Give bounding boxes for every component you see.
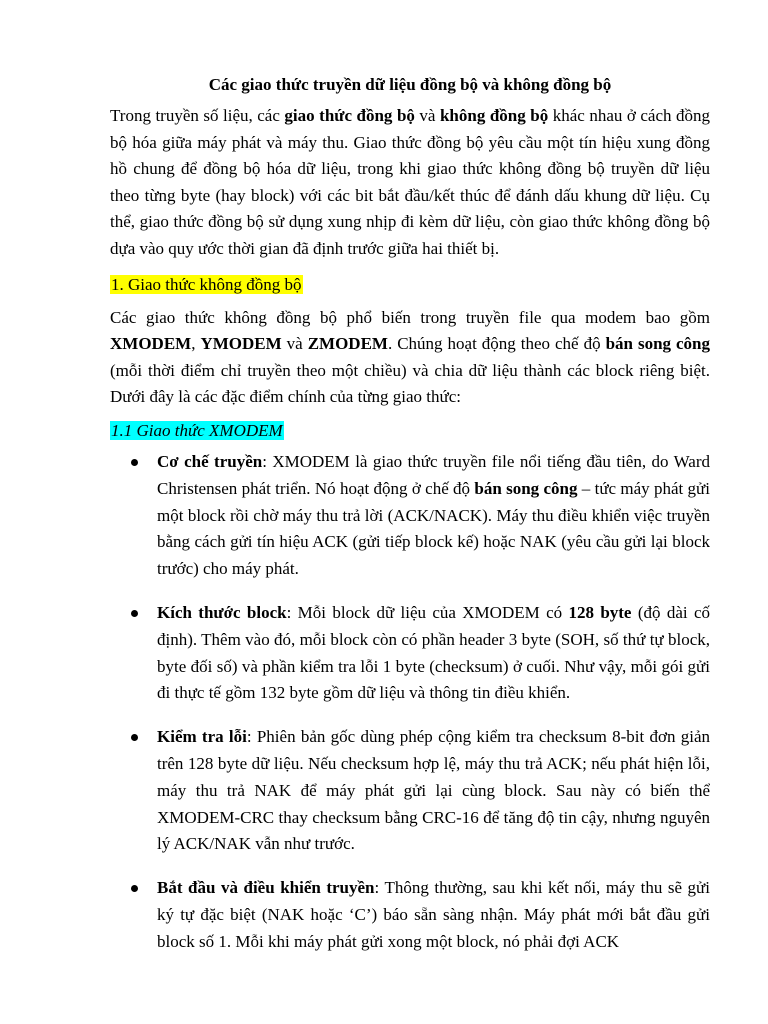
list-item-term: Kích thước block: [157, 602, 287, 622]
section-heading-text: 1. Giao thức không đồng bộ: [111, 274, 302, 294]
list-item-term: Cơ chế truyền: [157, 451, 263, 471]
bullet-icon: [131, 610, 138, 617]
intro-text: khác nhau ở cách đồng bộ hóa giữa máy phát và máy thu. Giao thức đồng bộ yêu cầu một tín hiệu xung đồng hồ chung để đồng bộ hóa dữ liệu, trong khi giao thức không đồng bộ truyền dữ liệu theo từng byte (hay block) với các bit bắt đầu/kết thúc để đánh dấu khung dữ liệu. Cụ thể, giao thức đồng bộ sử dụng xung nhịp đi kèm dữ liệu, còn giao thức không đồng bộ dựa vào quy ước thời gian đã định trước giữa hai thiết bị.: [110, 106, 711, 258]
subsection-heading-text: 1.1 Giao thức XMODEM: [111, 420, 283, 440]
section-text: và: [281, 334, 308, 354]
bullet-icon: [131, 459, 138, 466]
section-heading: [110, 273, 710, 297]
section-bold: ZMODEM: [307, 334, 388, 354]
list-item-term: Bắt đầu và điều khiển truyền: [157, 878, 375, 898]
intro-text: Trong truyền số liệu, các: [110, 106, 285, 125]
list-item-bold: 128 byte: [568, 602, 632, 622]
section-text: ,: [191, 334, 201, 354]
list-item-bold: bán song công: [474, 478, 578, 498]
list-item: [110, 724, 710, 858]
bullet-icon: [131, 734, 138, 741]
section-text: Các giao thức không đồng bộ phổ biến trong truyền file qua modem bao gồm: [110, 307, 710, 327]
list-item-text: : Thông thường, sau khi kết nối, máy thu sẽ gửi ký tự đặc biệt (NAK hoặc ‘C’) báo sẵn sàng nhận. Máy phát mới bắt đầu gửi block số 1. Mỗi khi máy phát gửi xong một block, nó phải đợi ACK: [157, 878, 710, 951]
subsection-heading: [110, 419, 710, 443]
list-item: [110, 875, 710, 955]
list-item: [110, 449, 710, 583]
list-item-text: : Mỗi block dữ liệu của XMODEM có: [286, 602, 569, 622]
section-bold: bán song công: [605, 334, 711, 354]
list-item-term: Kiểm tra lỗi: [157, 727, 247, 747]
list-item: [110, 600, 710, 707]
document-title: Các giao thức truyền dữ liệu đồng bộ và không đồng bộ: [208, 75, 612, 94]
section-text: (mỗi thời điểm chỉ truyền theo một chiều) và chia dữ liệu thành các block riêng biệt. Dưới đây là các đặc điểm chính của từng giao thức:: [110, 360, 710, 407]
list-item-text: : Phiên bản gốc dùng phép cộng kiểm tra checksum 8-bit đơn giản trên 128 byte dữ liệu. Nếu checksum hợp lệ, máy thu trả ACK; nếu phát hiện lỗi, máy thu trả NAK để máy phát gửi lại cùng block. Sau này có biến thể XMODEM-CRC thay checksum bằng CRC-16 để tăng độ tin cậy, nhưng nguyên lý ACK/NAK vẫn như trước.: [157, 727, 711, 854]
bullet-icon: [131, 885, 138, 892]
bullet-list: [110, 449, 710, 956]
intro-text: và: [414, 106, 440, 125]
list-item-text: (độ dài cố định). Thêm vào đó, mỗi block còn có phần header 3 byte (SOH, số thứ tự block, byte đối số) và phần kiểm tra lỗi 1 byte (checksum) ở cuối. Như vậy, mỗi gói gửi đi thực tế gồm 132 byte gồm dữ liệu và thông tin điều khiển.: [157, 602, 710, 703]
section-text: . Chúng hoạt động theo chế độ: [387, 334, 606, 354]
section-bold: XMODEM: [110, 334, 192, 354]
section-paragraph: [110, 305, 710, 411]
section-bold: YMODEM: [200, 334, 282, 354]
intro-paragraph: [110, 103, 710, 263]
list-item-text: : XMODEM là giao thức truyền file nổi tiếng đầu tiên, do Ward Christensen phát triển. Nó hoạt động ở chế độ: [157, 451, 710, 498]
intro-bold: không đồng bộ: [439, 106, 549, 125]
intro-bold: giao thức đồng bộ: [284, 106, 415, 125]
list-item-text: – tức máy phát gửi một block rồi chờ máy thu trả lời (ACK/NACK). Máy thu điều khiển việc truyền bằng cách gửi tín hiệu ACK (gửi tiếp block kế) hoặc NAK (yêu cầu gửi lại block trước) cho máy phát.: [157, 478, 710, 579]
